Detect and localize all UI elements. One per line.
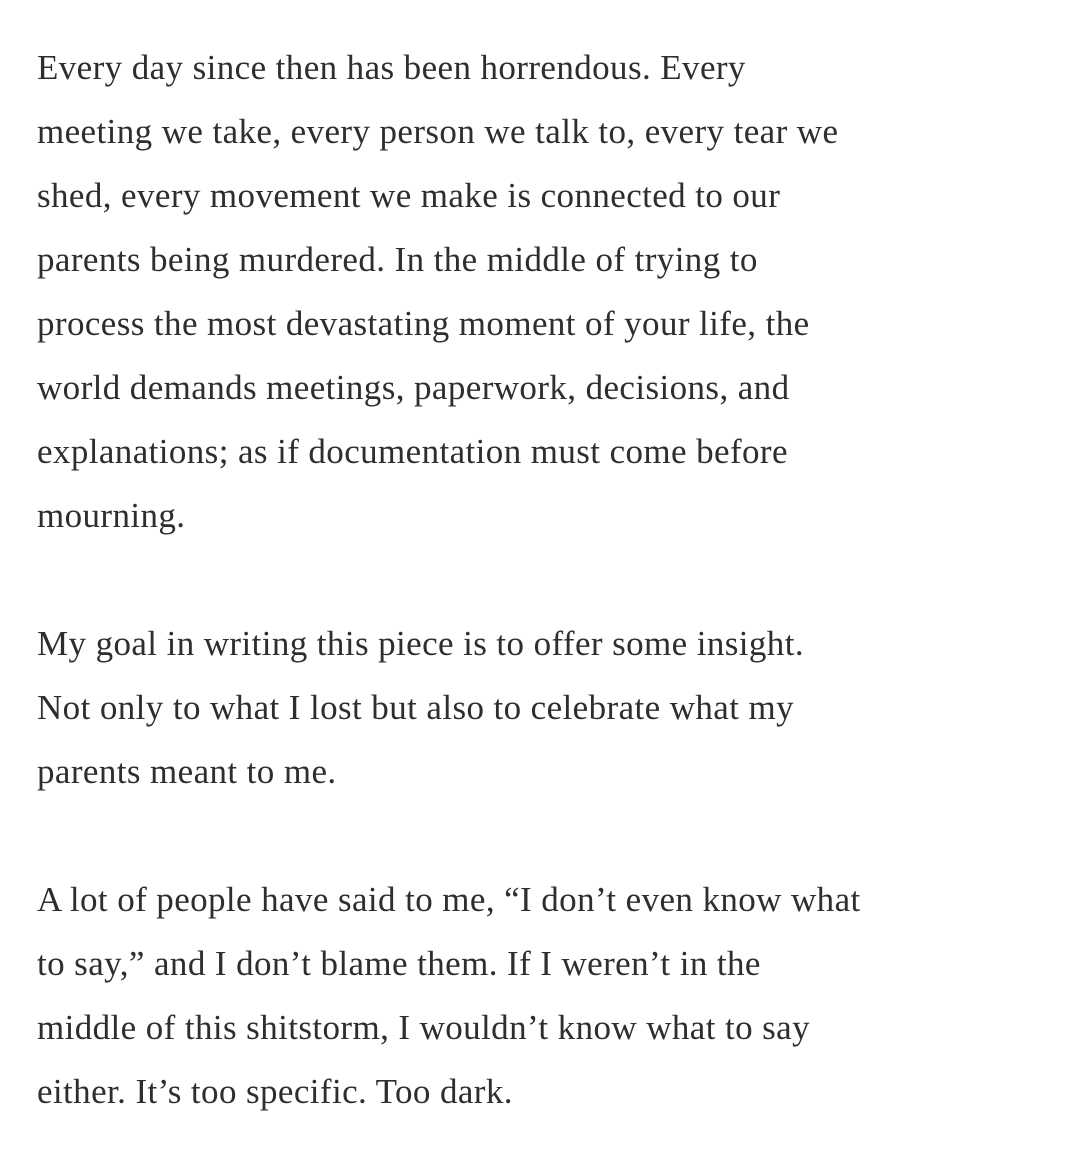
paragraph <box>37 612 1050 804</box>
paragraph <box>37 868 1050 1124</box>
text-line: A lot of people have said to me, “I don’t even know what <box>37 880 861 919</box>
text-line: Every day since then has been horrendous. Every <box>37 48 746 87</box>
text-line: shed, every movement we make is connected to our <box>37 176 781 215</box>
text-line: explanations; as if documentation must come before <box>37 432 788 471</box>
text-line: parents being murdered. In the middle of trying to <box>37 240 758 279</box>
text-line: to say,” and I don’t blame them. If I weren’t in the <box>37 944 761 983</box>
text-line: middle of this shitstorm, I wouldn’t know what to say <box>37 1008 811 1047</box>
text-line: meeting we take, every person we talk to, every tear we <box>37 112 839 151</box>
text-line: world demands meetings, paperwork, decisions, and <box>37 368 790 407</box>
text-line: mourning. <box>37 496 186 535</box>
text-line: My goal in writing this piece is to offer some insight. <box>37 624 804 663</box>
text-line: Not only to what I lost but also to celebrate what my <box>37 688 795 727</box>
text-line: parents meant to me. <box>37 752 337 791</box>
text-line: either. It’s too specific. Too dark. <box>37 1072 513 1111</box>
paragraph <box>37 36 1050 548</box>
text-line: process the most devastating moment of your life, the <box>37 304 810 343</box>
